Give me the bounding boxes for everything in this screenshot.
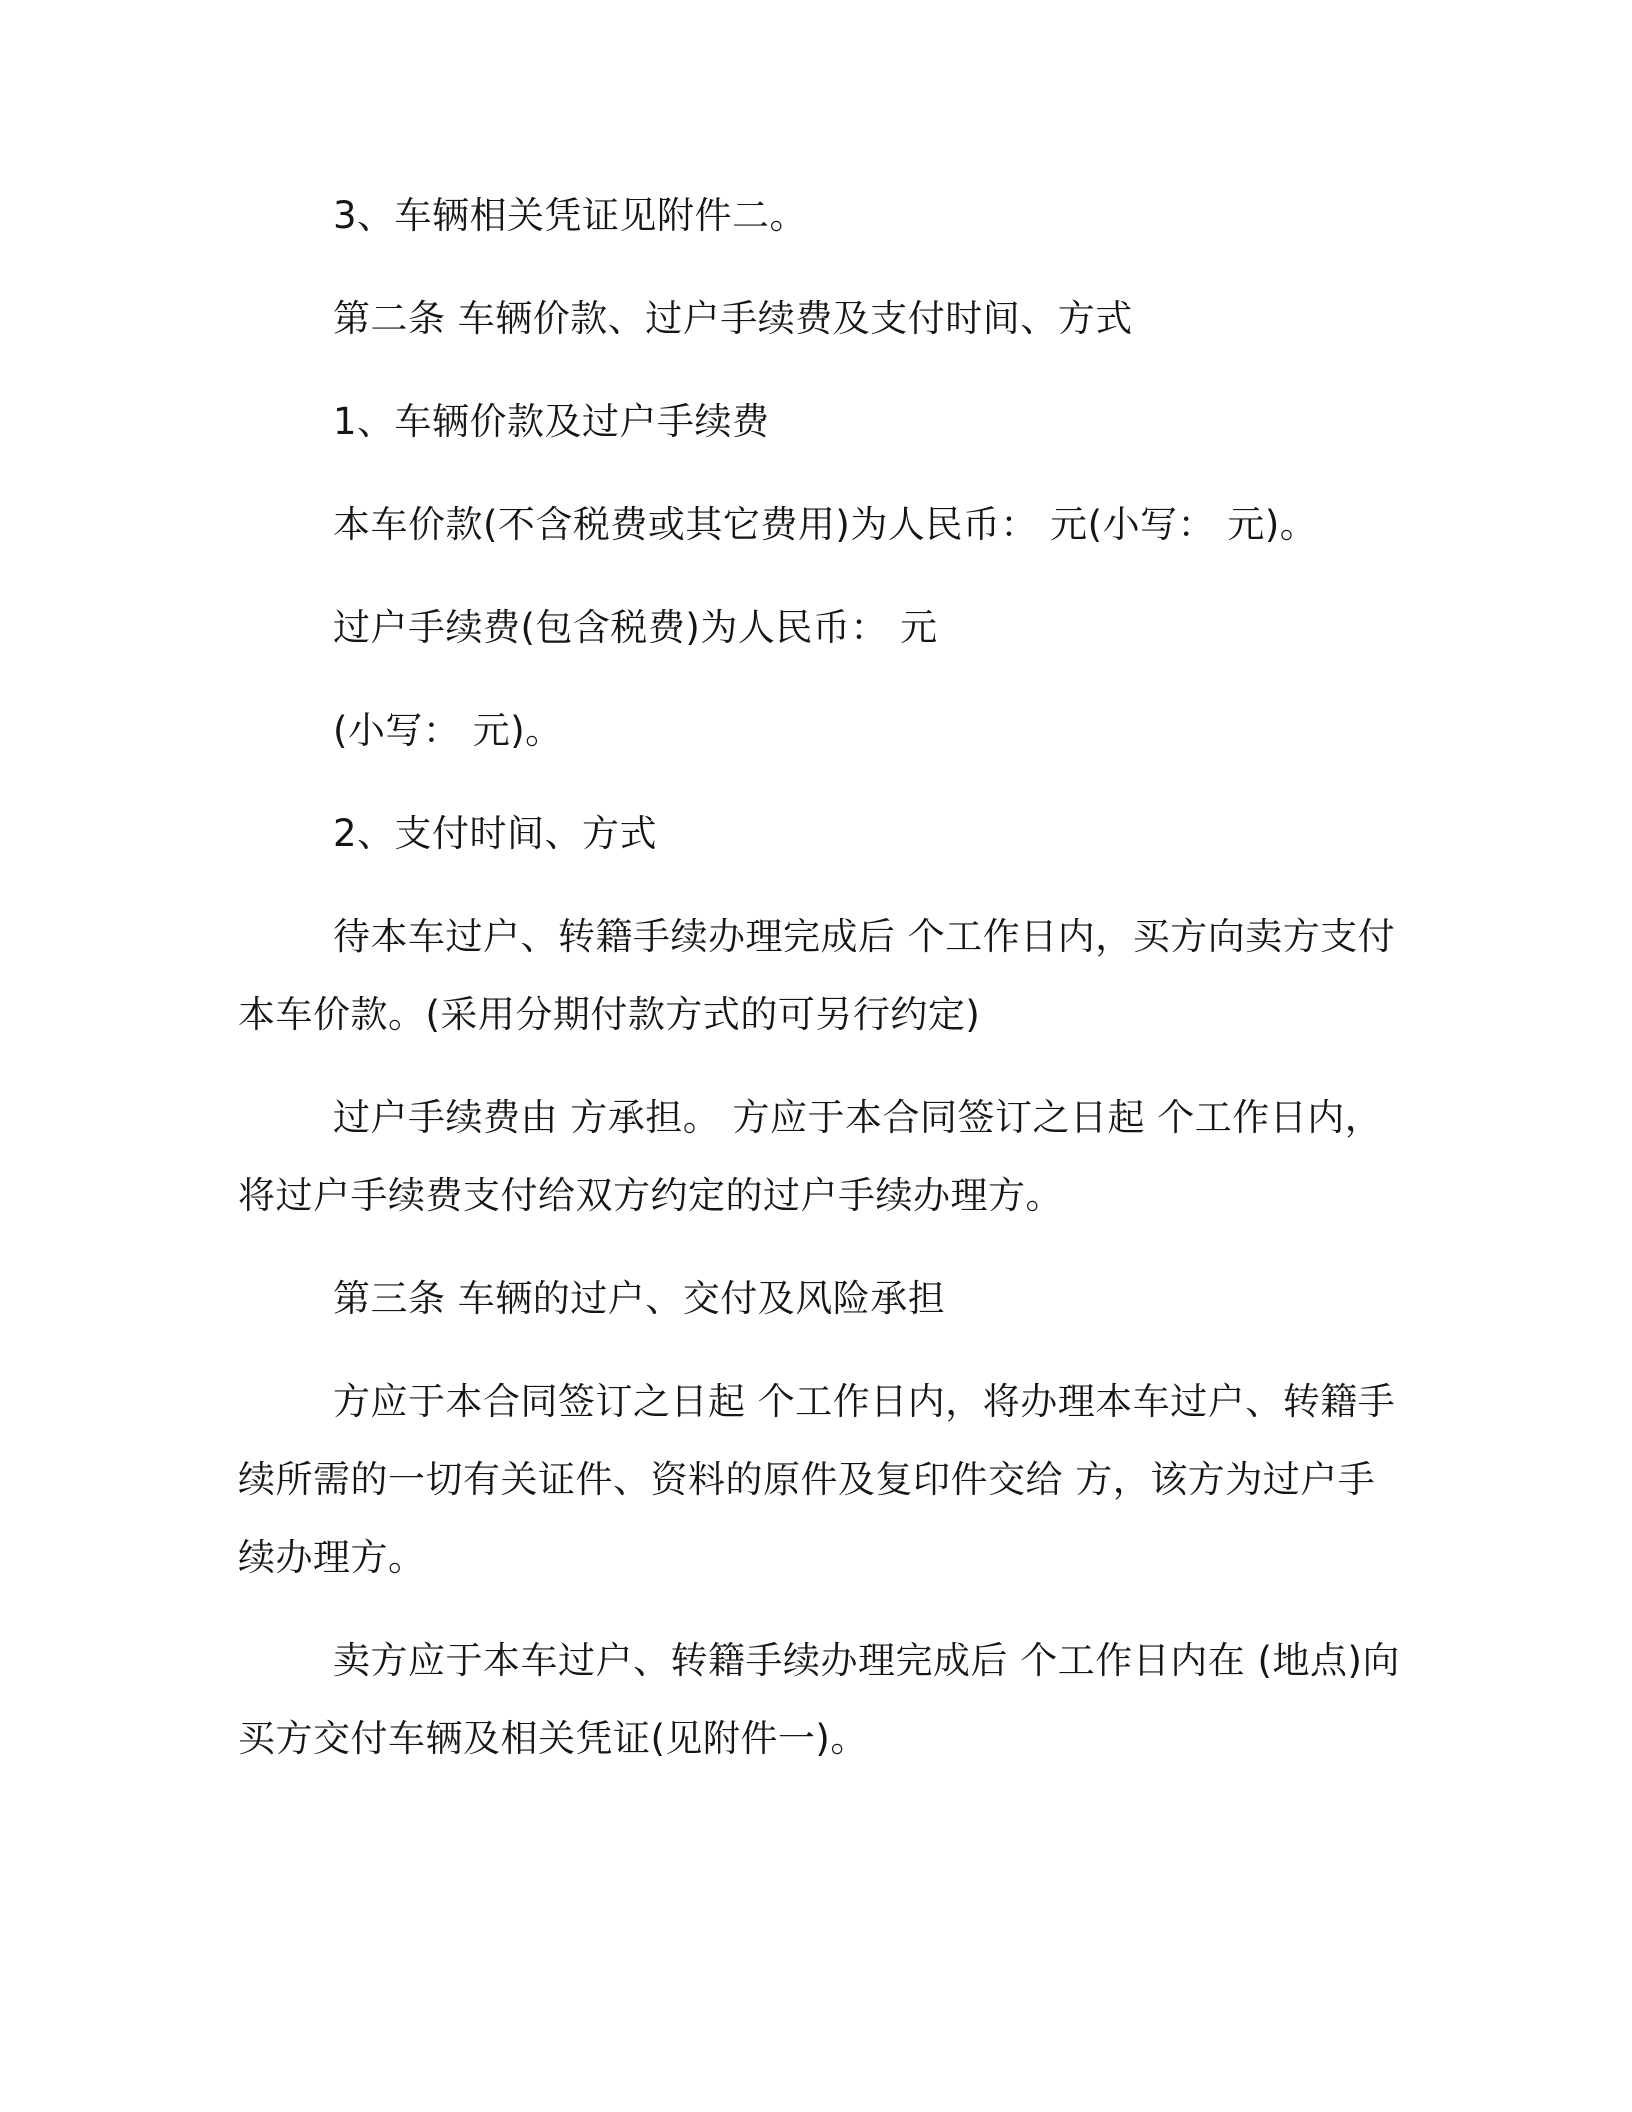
article-3-heading: 第三条 车辆的过户、交付及风险承担 xyxy=(333,1277,946,1320)
documents-paragraph-line-2: 续所需的一切有关证件、资料的原件及复印件交给 方，该方为过户手 xyxy=(238,1458,1376,1501)
documents-paragraph-line-3: 续办理方。 xyxy=(238,1536,426,1579)
article-2-item-2: 2、支付时间、方式 xyxy=(333,812,658,855)
fee-paragraph-line-1: 过户手续费由 方承担。 方应于本合同签订之日起 个工作日内， xyxy=(333,1096,1383,1139)
documents-paragraph-line-1: 方应于本合同签订之日起 个工作日内，将办理本车过户、转籍手 xyxy=(333,1380,1396,1423)
transfer-fee-amount-line: (小写： 元)。 xyxy=(333,709,563,752)
transfer-fee-line: 过户手续费(包含税费)为人民币： 元 xyxy=(333,606,938,649)
delivery-paragraph-line-2: 买方交付车辆及相关凭证(见附件一)。 xyxy=(238,1717,868,1760)
delivery-paragraph-line-1: 卖方应于本车过户、转籍手续办理完成后 个工作日内在 (地点)向 xyxy=(333,1639,1400,1682)
article-2-heading: 第二条 车辆价款、过户手续费及支付时间、方式 xyxy=(333,297,1133,340)
clause-item-3: 3、车辆相关凭证见附件二。 xyxy=(333,194,808,237)
payment-paragraph-line-1: 待本车过户、转籍手续办理完成后 个工作日内，买方向卖方支付 xyxy=(333,915,1396,958)
fee-paragraph-line-2: 将过户手续费支付给双方约定的过户手续办理方。 xyxy=(238,1174,1063,1217)
article-2-item-1: 1、车辆价款及过户手续费 xyxy=(333,400,770,443)
vehicle-price-line: 本车价款(不含税费或其它费用)为人民币： 元(小写： 元)。 xyxy=(333,503,1318,546)
payment-paragraph-line-2: 本车价款。(采用分期付款方式的可另行约定) xyxy=(238,993,981,1036)
